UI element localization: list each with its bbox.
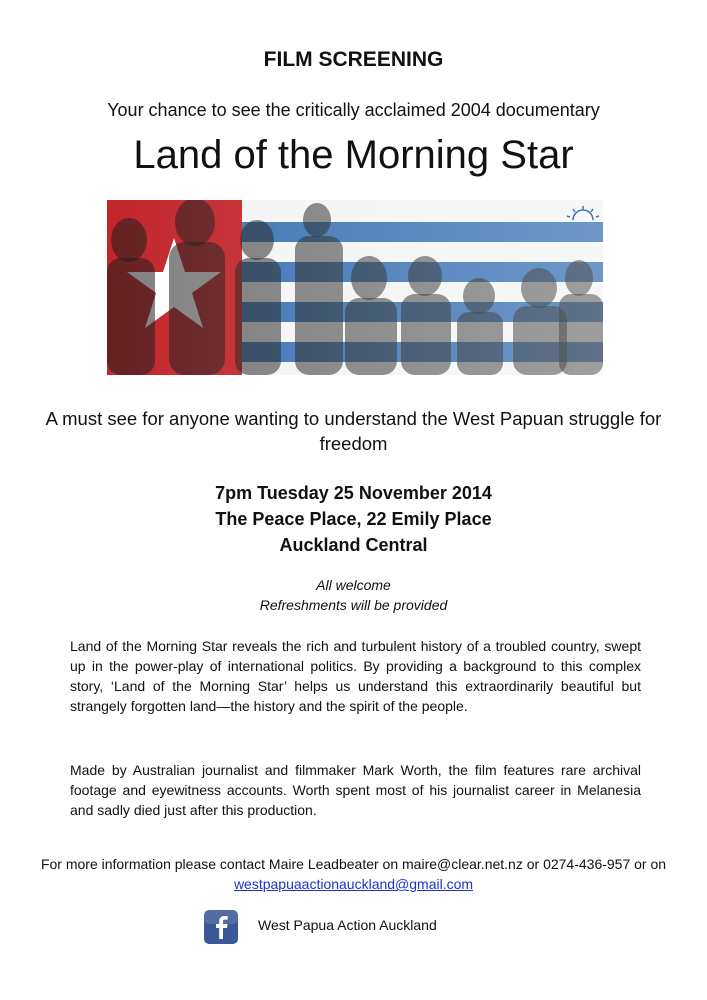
- welcome-notes: [0, 575, 707, 615]
- contact-email-link[interactable]: westpapuaactionauckland@gmail.com: [233, 876, 474, 892]
- event-area: Auckland Central: [279, 535, 428, 555]
- description-paragraph-1: Land of the Morning Star reveals the rich and turbulent history of a troubled country, swept up in the power-play of international politics. By providing a background to this complex story, ‘Land of the Morning Star’ helps us understand this extraordinarily beautiful but strangely forgotten land—the history and the spirit of the people.: [70, 638, 641, 714]
- event-date-time: 7pm Tuesday 25 November 2014: [215, 483, 492, 503]
- event-details: [0, 480, 707, 558]
- refreshments-text: Refreshments will be provided: [259, 597, 448, 613]
- contact-text: For more information please contact Maire Leadbeater on maire@clear.net.nz or 0274-436-957 or on: [40, 856, 667, 872]
- tagline: A must see for anyone wanting to understand the West Papuan struggle for freedom: [45, 408, 662, 454]
- facebook-icon[interactable]: [204, 910, 238, 944]
- event-venue: The Peace Place, 22 Emily Place: [215, 509, 492, 529]
- welcome-text: All welcome: [316, 577, 391, 593]
- description-paragraph-2: Made by Australian journalist and filmmaker Mark Worth, the film features rare archival footage and eyewitness accounts. Worth spent most of his journalist career in Melanesia and sadly died just after this production.: [70, 762, 641, 818]
- kicker-heading: FILM SCREENING: [263, 48, 444, 71]
- subtitle: Your chance to see the critically acclaimed 2004 documentary: [107, 100, 600, 120]
- film-title: Land of the Morning Star: [133, 133, 574, 177]
- contact-info: [40, 854, 667, 894]
- facebook-label[interactable]: West Papua Action Auckland: [258, 917, 437, 933]
- film-banner-image: [107, 200, 603, 375]
